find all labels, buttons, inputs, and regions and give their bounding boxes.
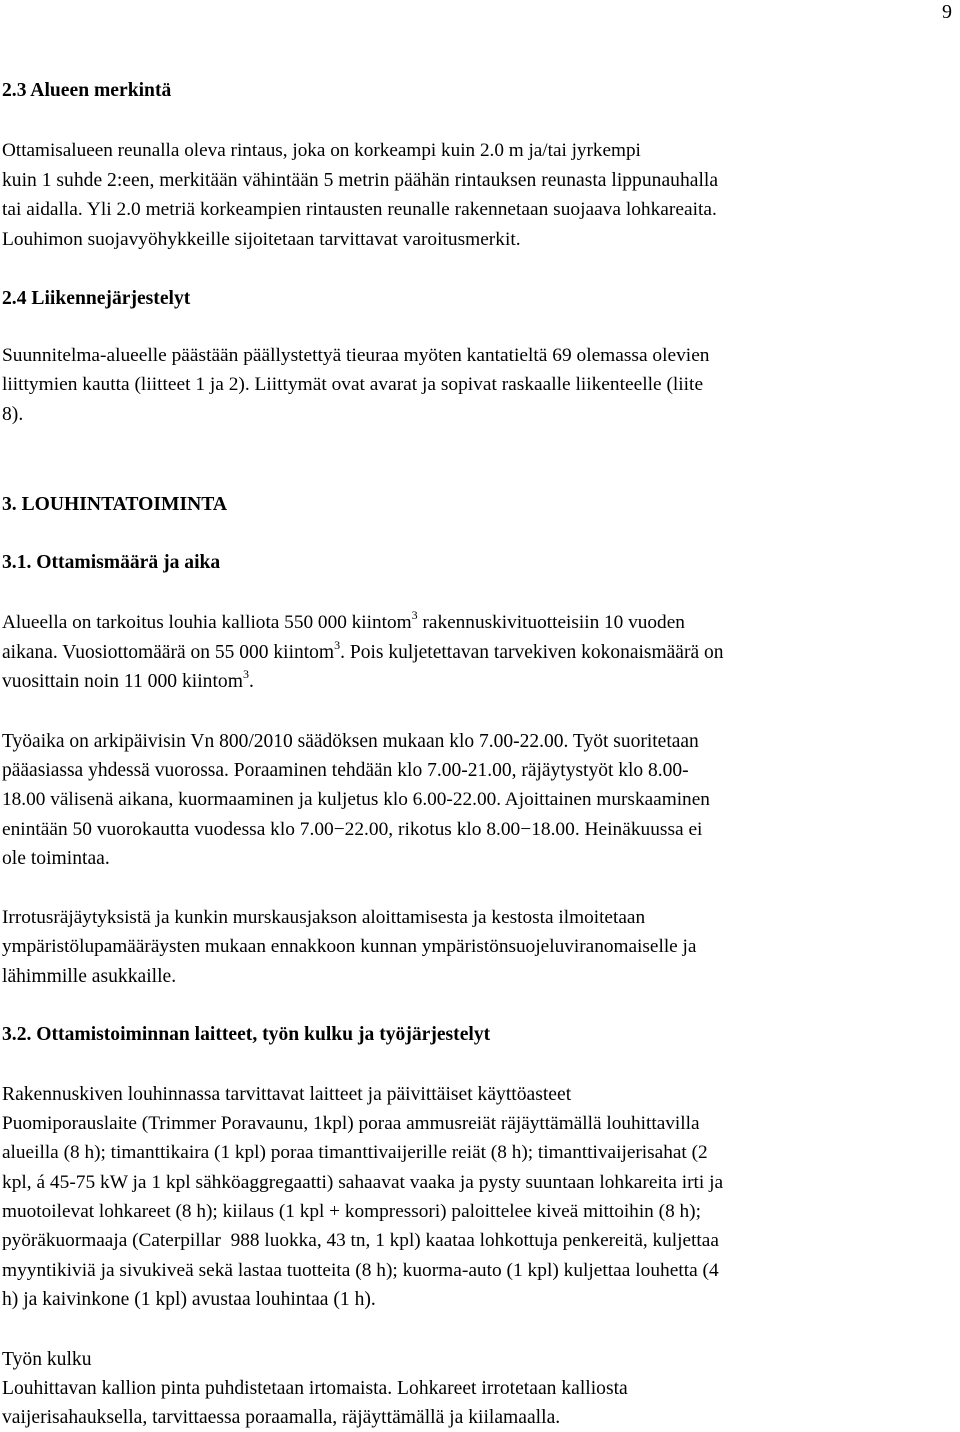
paragraph-line: muotoilevat lohkareet (8 h); kiilaus (1 kpl + kompressori) paloittelee kiveä mittoihin (8 h); (2, 1201, 701, 1222)
paragraph-line: Rakennuskiven louhinnassa tarvittavat laitteet ja päivittäiset käyttöasteet (2, 1084, 572, 1105)
chapter-heading-3: 3. LOUHINTATOIMINTA (2, 494, 227, 515)
paragraph-line: 18.00 välisenä aikana, kuormaaminen ja kuljetus klo 6.00-22.00. Ajoittainen murskaaminen (2, 789, 710, 810)
section-heading-2-3: 2.3 Alueen merkintä (2, 80, 172, 101)
paragraph-line: enintään 50 vuorokautta vuodessa klo 7.00−22.00, rikotus klo 8.00−18.00. Heinäkuussa ei (2, 819, 703, 840)
section-heading-3-2: 3.2. Ottamistoiminnan laitteet, työn kulku ja työjärjestelyt (2, 1024, 491, 1045)
paragraph-line: kpl, á 45-75 kW ja 1 kpl sähköaggregaatti) sahaavat vaaka ja pysty suuntaan lohkareita irti ja (2, 1172, 724, 1193)
paragraph-line: Puomiporauslaite (Trimmer Poravaunu, 1kpl) poraa ammusreiät räjäyttämällä louhittavilla (2, 1113, 700, 1134)
paragraph-line: tai aidalla. Yli 2.0 metriä korkeampien rintausten reunalle rakennetaan suojaava lohkareaita. (2, 199, 717, 220)
paragraph-line: alueilla (8 h); timanttikaira (1 kpl) poraa timanttivaijerille reiät (8 h); timanttivaijerisahat (2 (2, 1142, 708, 1163)
section-heading-3-1: 3.1. Ottamismäärä ja aika (2, 552, 221, 573)
paragraph-line: Suunnitelma-alueelle päästään päällystettyä tieuraa myöten kantatieltä 69 olemassa olevien (2, 345, 710, 366)
paragraph-line: liittymien kautta (liitteet 1 ja 2). Liittymät ovat avarat ja sopivat raskaalle liikenteelle (liite (2, 374, 704, 395)
subheading-tyon-kulku: Työn kulku (2, 1349, 92, 1370)
paragraph-line: lähimmille asukkaille. (2, 966, 177, 987)
section-heading-2-4: 2.4 Liikennejärjestelyt (2, 288, 191, 309)
paragraph-line: Louhittavan kallion pinta puhdistetaan irtomaista. Lohkareet irrotetaan kalliosta (2, 1378, 628, 1399)
paragraph-line: h) ja kaivinkone (1 kpl) avustaa louhintaa (1 h). (2, 1289, 376, 1310)
paragraph-line: vuosittain noin 11 000 kiintom$^3$. (2, 667, 254, 692)
paragraph-line: Ottamisalueen reunalla oleva rintaus, joka on korkeampi kuin 2.0 m ja/tai jyrkempi (2, 140, 641, 161)
paragraph-line: 8). (2, 404, 24, 425)
paragraph-line: Louhimon suojavyöhykkeille sijoitetaan tarvittavat varoitusmerkit. (2, 229, 521, 250)
page-number: 9 (942, 1, 952, 23)
paragraph-line: ole toimintaa. (2, 848, 110, 869)
paragraph-line: myyntikiviä ja sivukiveä sekä lastaa tuotteita (8 h); kuorma-auto (1 kpl) kuljettaa louhetta (4 (2, 1260, 719, 1281)
paragraph-line: Alueella on tarkoitus louhia kalliota 550 000 kiintom$^3$ rakennuskivituotteisiin 10 vuoden (2, 608, 685, 633)
paragraph-line: Työaika on arkipäivisin Vn 800/2010 säädöksen mukaan klo 7.00-22.00. Työt suoritetaan (2, 731, 699, 752)
paragraph-line: aikana. Vuosiottomäärä on 55 000 kiintom$^3$. Pois kuljetettavan tarvekiven kokonaismäärä on (2, 638, 724, 663)
paragraph-line: Irrotusräjäytyksistä ja kunkin murskausjakson aloittamisesta ja kestosta ilmoitetaan (2, 907, 646, 928)
paragraph-line: pääasiassa yhdessä vuorossa. Poraaminen tehdään klo 7.00-21.00, räjäytystyöt klo 8.00- (2, 760, 689, 781)
paragraph-line: vaijerisahauksella, tarvittaessa poraamalla, räjäyttämällä ja kiilamaalla. (2, 1407, 561, 1428)
paragraph-line: pyöräkuormaaja (Caterpillar 988 luokka, 43 tn, 1 kpl) kaataa lohkottuja penkereitä, kuljettaa (2, 1230, 719, 1251)
paragraph-line: ympäristölupamääräysten mukaan ennakkoon kunnan ympäristönsuojeluviranomaiselle ja (2, 936, 697, 957)
paragraph-line: kuin 1 suhde 2:een, merkitään vähintään 5 metrin päähän rintauksen reunasta lippunauhalla (2, 170, 719, 191)
